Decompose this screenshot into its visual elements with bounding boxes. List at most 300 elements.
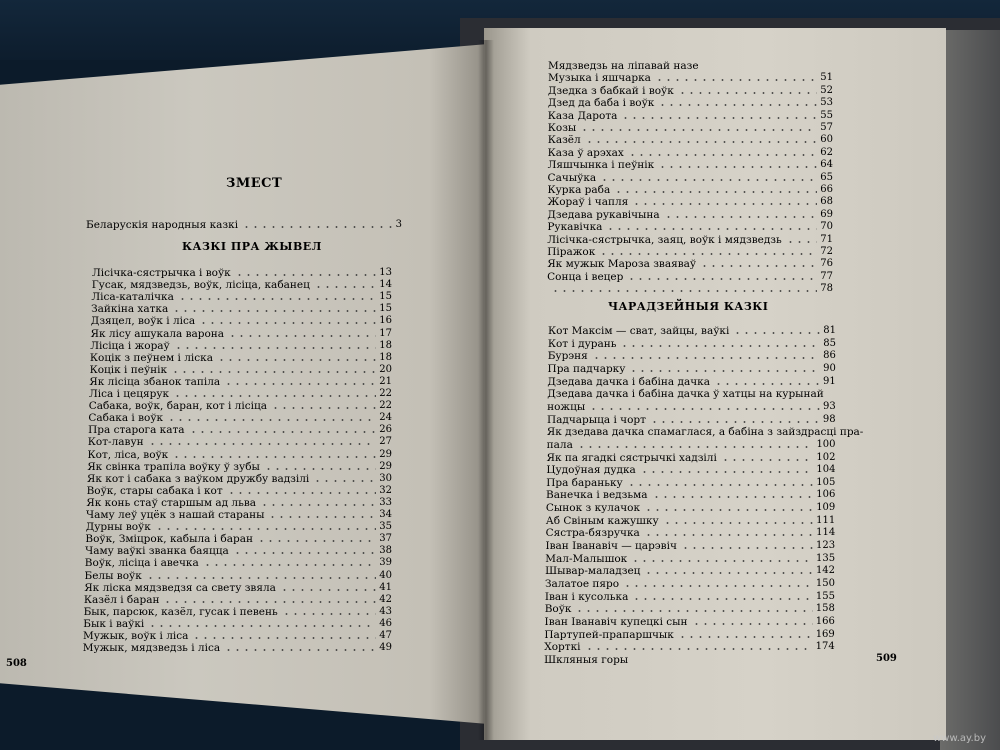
page-number-right: 509 bbox=[876, 653, 897, 664]
leader-dots bbox=[163, 601, 376, 603]
toc-entry bbox=[545, 565, 835, 577]
entry-page: 86 bbox=[823, 350, 836, 362]
entry-page: 15 bbox=[379, 291, 392, 303]
leader-dots bbox=[589, 408, 820, 410]
entry-title: Як лісіца збанок тапіла bbox=[89, 375, 221, 388]
leader-dots bbox=[650, 421, 820, 423]
entry-title: Як па ягадкі сястрычкі хадзілі bbox=[546, 451, 717, 464]
leader-dots bbox=[227, 492, 377, 494]
leader-dots bbox=[577, 446, 814, 448]
toc-entry bbox=[88, 424, 392, 436]
entry-page: 39 bbox=[379, 557, 392, 569]
toc-entry bbox=[548, 172, 833, 184]
leader-dots bbox=[280, 589, 376, 591]
entry-title: Курка раба bbox=[547, 184, 611, 196]
toc-entry bbox=[87, 485, 392, 497]
entry-title: Шывар-маладзец bbox=[545, 565, 641, 578]
entry-title: Козы bbox=[547, 122, 577, 134]
entry-title: Сынок з кулачок bbox=[545, 502, 641, 515]
toc-entry bbox=[544, 654, 835, 666]
toc-entry bbox=[545, 591, 835, 603]
entry-title: Ліса і цецярук bbox=[89, 388, 170, 400]
entry-title: Залатое пяро bbox=[545, 578, 620, 590]
entry-title: Як ліска мядзведзя са свету звяла bbox=[84, 581, 276, 594]
leader-dots bbox=[282, 613, 377, 615]
leader-dots bbox=[628, 154, 817, 156]
toc-entry bbox=[91, 303, 392, 315]
toc-entry bbox=[544, 641, 835, 653]
toc-entry bbox=[84, 594, 392, 606]
leader-dots bbox=[155, 528, 376, 530]
entry-title: Як мужык Мароза зваяваў bbox=[547, 258, 697, 271]
leader-dots bbox=[575, 610, 812, 612]
toc-entry bbox=[547, 439, 836, 451]
watermark: www.ay.by bbox=[933, 733, 986, 744]
leader-dots bbox=[721, 459, 814, 461]
entry-page: 51 bbox=[820, 72, 833, 84]
leader-dots bbox=[644, 534, 813, 536]
toc-entry bbox=[92, 279, 392, 291]
entry-title: Жораў і чапля bbox=[547, 196, 629, 209]
entry-title: Сабака, воўк, баран, кот і лісіца bbox=[88, 400, 267, 413]
entry-title: Як дзедава дачка спамаглася, а бабіна з зайздрасці пра- bbox=[546, 426, 864, 439]
entry-title: Каза ў арэхах bbox=[547, 146, 624, 159]
leader-dots bbox=[623, 585, 813, 587]
entry-title: Як кот і сабака з ваўком дружбу вадзілі bbox=[86, 472, 310, 485]
toc-entry bbox=[547, 283, 833, 295]
entry-title: Белы воўк bbox=[84, 569, 142, 582]
leader-dots bbox=[146, 577, 376, 579]
leader-dots bbox=[658, 104, 817, 106]
entry-page: 18 bbox=[379, 339, 392, 351]
leader-dots bbox=[592, 357, 820, 359]
entry-page: 30 bbox=[379, 472, 392, 484]
entry-title: Дзедка з бабкай і воўк bbox=[547, 84, 674, 97]
toc-entry bbox=[88, 436, 392, 448]
toc-entry bbox=[83, 642, 392, 654]
toc-entry bbox=[547, 196, 833, 208]
entry-title: Дзяцел, воўк і ліса bbox=[90, 315, 196, 328]
entry-page: 42 bbox=[379, 593, 392, 605]
leader-dots bbox=[178, 298, 376, 300]
toc-entry bbox=[86, 521, 392, 533]
entry-page: 38 bbox=[379, 545, 392, 557]
toc-entry bbox=[548, 85, 833, 97]
entry-page: 64 bbox=[820, 159, 833, 171]
toc-entry bbox=[548, 97, 833, 109]
entry-page: 78 bbox=[820, 283, 833, 295]
leader-dots bbox=[606, 228, 817, 230]
entry-title: Хорткі bbox=[544, 641, 581, 654]
entry-page: 20 bbox=[379, 363, 392, 375]
entry-title: Іван Іванавіч — царэвіч bbox=[545, 540, 677, 553]
entry-page: 166 bbox=[815, 615, 835, 627]
leader-dots bbox=[199, 322, 376, 324]
entry-title: Кот і дурань bbox=[547, 337, 617, 350]
entry-page: 158 bbox=[815, 603, 835, 615]
toc-entry bbox=[89, 388, 392, 400]
entry-page: 29 bbox=[379, 448, 392, 460]
toc-entry bbox=[546, 477, 835, 489]
leader-dots bbox=[632, 598, 812, 600]
leader-dots bbox=[632, 203, 817, 205]
leader-dots bbox=[663, 522, 813, 524]
contents-heading: ЗМЕСТ bbox=[226, 176, 283, 191]
leader-dots bbox=[172, 456, 376, 458]
leader-dots bbox=[658, 166, 817, 168]
entry-title: Піражок bbox=[547, 246, 596, 258]
entry-page: 100 bbox=[816, 438, 836, 450]
entry-title: Казёл і баран bbox=[83, 593, 160, 606]
entry-page: 135 bbox=[816, 552, 836, 564]
entry-page: 34 bbox=[379, 509, 392, 520]
entry-page: 33 bbox=[379, 496, 392, 508]
entry-page: 62 bbox=[820, 146, 833, 158]
entry-page: 77 bbox=[820, 270, 833, 282]
entry-page: 90 bbox=[823, 362, 836, 374]
entry-page: 72 bbox=[820, 246, 833, 257]
entry-page: 69 bbox=[820, 208, 833, 220]
entry-title: Сястра-бязручка bbox=[545, 527, 640, 540]
toc-entry bbox=[548, 350, 836, 362]
leader-dots bbox=[260, 504, 376, 506]
toc-entry bbox=[547, 271, 833, 283]
entry-page: 40 bbox=[379, 569, 392, 581]
toc-entry bbox=[544, 629, 834, 641]
leader-dots bbox=[264, 468, 376, 470]
toc-entry bbox=[83, 618, 392, 630]
leader-dots bbox=[224, 649, 376, 651]
leader-dots bbox=[733, 332, 820, 334]
leader-dots bbox=[644, 572, 813, 574]
entry-page: 155 bbox=[815, 590, 835, 602]
entry-title: Ліса-каталічка bbox=[91, 291, 174, 304]
entry-title: Коцік з пеўнем і ліска bbox=[89, 351, 213, 364]
toc-entry bbox=[90, 340, 392, 352]
entry-page: 106 bbox=[816, 489, 836, 501]
leader-dots bbox=[171, 371, 376, 373]
leader-dots bbox=[257, 540, 376, 542]
entry-title: Лісіца і жораў bbox=[90, 339, 170, 352]
entry-page: 93 bbox=[822, 400, 836, 412]
leader-dots bbox=[242, 226, 393, 228]
toc-entry bbox=[547, 401, 836, 413]
leader-dots bbox=[627, 278, 817, 280]
entry-title: Партупей-прапаршчык bbox=[544, 628, 674, 641]
toc-entry bbox=[548, 184, 834, 196]
leader-dots bbox=[551, 290, 817, 292]
toc-entry bbox=[547, 452, 836, 464]
entry-title: Лісічка-сястрычка і воўк bbox=[92, 267, 231, 279]
leader-dots bbox=[271, 407, 376, 409]
entry-page: 111 bbox=[816, 514, 836, 526]
entry-title: Беларускія народныя казкі bbox=[86, 219, 239, 231]
entry-title: Бык, парсюк, казёл, гусак і певень bbox=[83, 605, 278, 618]
entry-title: Мал-Малышок bbox=[545, 552, 628, 565]
entry-title: Пра бараньку bbox=[546, 476, 623, 489]
entry-title: Чаму ваўкі званка баяцца bbox=[85, 545, 229, 558]
entry-page: 15 bbox=[379, 303, 392, 315]
entry-page: 13 bbox=[379, 267, 392, 278]
leader-dots bbox=[664, 216, 818, 218]
entry-page: 16 bbox=[379, 315, 392, 327]
entry-page: 22 bbox=[379, 388, 392, 399]
toc-entry bbox=[545, 540, 835, 552]
entry-title: Дзедава дачка і бабіна дачка ў хатцы на курынай bbox=[547, 388, 824, 401]
entry-page: 46 bbox=[379, 617, 392, 629]
entry-title: Воўк, Зміцрок, кабыла і баран bbox=[85, 533, 253, 546]
entry-page: 22 bbox=[379, 400, 392, 412]
entry-title: ножцы bbox=[547, 400, 586, 413]
leader-dots bbox=[629, 370, 820, 372]
toc-entry bbox=[91, 315, 392, 327]
entry-page: 43 bbox=[379, 605, 392, 617]
entry-title: Зайкіна хатка bbox=[91, 303, 169, 316]
toc-entry bbox=[546, 489, 835, 501]
section-title-magic: ЧАРАДЗЕЙНЫЯ КАЗКІ bbox=[608, 300, 769, 313]
toc-entry bbox=[548, 159, 833, 171]
entry-page: 81 bbox=[823, 325, 836, 336]
entry-title: Казёл bbox=[547, 134, 581, 147]
entry-page: 37 bbox=[379, 533, 392, 545]
leader-dots bbox=[174, 347, 377, 349]
toc-entry bbox=[548, 338, 836, 350]
toc-entry bbox=[548, 72, 833, 84]
leader-dots bbox=[655, 79, 817, 81]
entry-page: 57 bbox=[820, 122, 833, 133]
leader-dots bbox=[627, 484, 814, 486]
toc-entry bbox=[89, 376, 392, 388]
leader-dots bbox=[700, 265, 817, 267]
toc-entry bbox=[547, 221, 833, 233]
leader-dots bbox=[148, 625, 376, 627]
entry-title: Ляшчынка і пеўнік bbox=[547, 159, 655, 172]
entry-page: 55 bbox=[820, 109, 833, 121]
leader-dots bbox=[631, 560, 813, 562]
leader-dots bbox=[599, 253, 817, 255]
entry-page: 102 bbox=[816, 451, 836, 463]
entry-page: 27 bbox=[379, 436, 392, 448]
leader-dots bbox=[203, 564, 377, 566]
toc-entry bbox=[548, 147, 833, 159]
toc-entry bbox=[545, 616, 835, 628]
leader-dots bbox=[614, 191, 817, 193]
toc-entry bbox=[545, 553, 835, 565]
leader-dots bbox=[678, 92, 817, 94]
leader-dots bbox=[224, 383, 376, 385]
leader-dots bbox=[692, 623, 813, 625]
toc-entry bbox=[546, 426, 864, 439]
entry-title: Мужык, мядзведзь і ліса bbox=[82, 642, 221, 655]
entry-page: 71 bbox=[820, 233, 833, 245]
leader-dots bbox=[621, 117, 817, 119]
entry-page: 114 bbox=[816, 527, 836, 539]
entry-page: 105 bbox=[816, 476, 836, 488]
entry-title: Бык і ваўкі bbox=[83, 617, 145, 630]
entry-page: 32 bbox=[379, 484, 392, 496]
leader-dots bbox=[189, 431, 377, 433]
entry-title: Аб Свіным кажушку bbox=[545, 514, 659, 527]
leader-dots bbox=[640, 471, 814, 473]
entry-page: 21 bbox=[379, 375, 392, 387]
entry-page: 70 bbox=[820, 221, 833, 233]
entry-title: Іван і кусолька bbox=[544, 590, 629, 603]
entry-page: 47 bbox=[379, 630, 392, 641]
leader-dots bbox=[313, 480, 376, 482]
toc-entry bbox=[85, 545, 392, 557]
entry-title: Воўк, лісіца і авечка bbox=[84, 557, 199, 570]
entry-title: Ванечка і ведзьма bbox=[546, 489, 648, 502]
toc-entry bbox=[548, 134, 833, 146]
toc-entry bbox=[545, 578, 835, 590]
entry-page: 91 bbox=[823, 375, 836, 387]
toc-entry bbox=[546, 502, 835, 514]
leader-dots bbox=[585, 141, 818, 143]
leader-dots bbox=[268, 516, 376, 518]
entry-title: Музыка і яшчарка bbox=[547, 72, 651, 85]
entry-title: Каза Дарота bbox=[547, 109, 618, 122]
entry-page: 35 bbox=[379, 521, 392, 533]
toc-entry bbox=[547, 246, 833, 258]
entry-page: 65 bbox=[820, 171, 833, 183]
leader-dots bbox=[314, 286, 376, 288]
toc-entry bbox=[86, 497, 392, 509]
toc-entry bbox=[545, 603, 835, 615]
toc-entry bbox=[548, 110, 833, 122]
toc-entry bbox=[548, 363, 836, 375]
leader-dots bbox=[580, 129, 817, 131]
entry-title: Сонца і вецер bbox=[547, 270, 624, 283]
toc-entry bbox=[88, 412, 392, 424]
leader-dots bbox=[714, 383, 820, 385]
toc-entry bbox=[91, 291, 392, 303]
entry-title: Кот Максім — сват, зайцы, ваўкі bbox=[548, 325, 730, 337]
leader-dots bbox=[620, 345, 820, 347]
entry-title: Рукавічка bbox=[547, 221, 603, 234]
entry-page: 169 bbox=[815, 628, 835, 640]
entry-page: 68 bbox=[820, 196, 833, 208]
leader-dots bbox=[233, 552, 376, 554]
entry-title: Дурны воўк bbox=[85, 521, 151, 534]
toc-entry bbox=[83, 630, 392, 642]
toc-entry bbox=[547, 258, 833, 270]
toc-entry bbox=[547, 376, 835, 388]
toc-entry bbox=[548, 60, 833, 72]
toc-entry bbox=[546, 464, 835, 476]
section-title-animals: КАЗКІ ПРА ЖЫВЕЛ bbox=[182, 240, 322, 253]
toc-entry bbox=[84, 582, 392, 594]
entry-title: Воўк bbox=[544, 603, 572, 616]
entry-page: 85 bbox=[823, 337, 836, 349]
toc-entry bbox=[90, 364, 392, 376]
entry-page: 150 bbox=[815, 578, 835, 589]
toc-entry bbox=[87, 461, 392, 473]
entry-page: 24 bbox=[379, 412, 392, 424]
entry-title: Дзед да баба і воўк bbox=[547, 97, 655, 110]
leader-dots bbox=[217, 359, 376, 361]
entry-page: 29 bbox=[379, 460, 392, 472]
leader-dots bbox=[228, 335, 376, 337]
toc-entry bbox=[92, 267, 392, 279]
entry-page: 142 bbox=[815, 565, 836, 577]
page-number-left: 508 bbox=[6, 658, 27, 669]
entry-title: Мядзведзь на ліпавай назе bbox=[548, 60, 699, 72]
entry-page: 98 bbox=[822, 413, 836, 425]
entry-title: Воўк, стары сабака і кот bbox=[86, 484, 223, 497]
entry-page: 53 bbox=[820, 97, 833, 109]
entry-page: 41 bbox=[379, 581, 392, 593]
leader-dots bbox=[652, 496, 814, 498]
leader-dots bbox=[148, 443, 377, 445]
entry-title: Лісічка-сястрычка, заяц, воўк і мядзведзь bbox=[547, 233, 782, 246]
entry-page: 26 bbox=[379, 424, 392, 436]
entry-title: Кот, ліса, воўк bbox=[87, 448, 169, 461]
entry-title: Як лісу ашукала варона bbox=[90, 327, 225, 340]
intro-entry bbox=[86, 219, 402, 231]
leader-dots bbox=[786, 241, 818, 243]
entry-title: Шкляныя горы bbox=[544, 653, 629, 666]
entry-page: 60 bbox=[820, 134, 833, 146]
entry-title: Як конь стаў старшым ад льва bbox=[86, 496, 256, 509]
entry-title: Сачыўка bbox=[547, 171, 597, 184]
entry-page: 49 bbox=[379, 642, 392, 654]
book-cover-edge bbox=[940, 30, 1000, 750]
leader-dots bbox=[235, 274, 377, 276]
entry-page: 66 bbox=[820, 184, 833, 195]
leader-dots bbox=[192, 637, 376, 639]
entry-title: Кот-лавун bbox=[87, 436, 144, 449]
entry-title: Сабака і воўк bbox=[88, 412, 164, 425]
toc-entry bbox=[85, 533, 392, 545]
entry-title: Пра старога ката bbox=[88, 424, 185, 437]
toc-entry bbox=[85, 570, 393, 582]
entry-page: 17 bbox=[379, 327, 392, 339]
entry-title: Коцік і пеўнік bbox=[89, 363, 168, 376]
entry-title: Дзедава дачка і бабіна дачка bbox=[547, 375, 710, 388]
toc-entry bbox=[547, 414, 836, 426]
toc-entry bbox=[91, 328, 393, 340]
toc-entry bbox=[87, 473, 392, 485]
entry-page: 109 bbox=[816, 502, 836, 514]
entry-title: Чаму леў уцёк з нашай стараны bbox=[86, 509, 265, 521]
entry-page: 14 bbox=[379, 279, 392, 291]
entry-title: Цудоўная дудка bbox=[546, 464, 636, 477]
leader-dots bbox=[681, 547, 813, 549]
entry-title: Гусак, мядзведзь, воўк, лісіца, кабанец bbox=[91, 279, 310, 292]
entry-page: 52 bbox=[820, 84, 833, 96]
leader-dots bbox=[172, 310, 376, 312]
toc-entry bbox=[548, 325, 836, 337]
leader-dots bbox=[644, 509, 813, 511]
entry-title: Пра падчарку bbox=[547, 362, 626, 375]
toc-entry bbox=[548, 122, 833, 134]
toc-entry bbox=[85, 557, 392, 569]
entry-title: Іван Іванавіч купецкі сын bbox=[544, 615, 688, 628]
entry-title: Падчарыца і чорт bbox=[546, 413, 646, 426]
toc-entry bbox=[547, 388, 836, 400]
entry-title: Мужык, воўк і ліса bbox=[83, 630, 189, 642]
leader-dots bbox=[678, 636, 813, 638]
toc-entry bbox=[90, 352, 392, 364]
leader-dots bbox=[173, 395, 376, 397]
toc-entry bbox=[86, 509, 392, 521]
toc-entry bbox=[546, 515, 836, 527]
leader-dots bbox=[600, 179, 817, 181]
entry-title: Як свінка трапіла воўку ў зубы bbox=[87, 460, 260, 473]
toc-entry bbox=[84, 606, 392, 618]
entry-page: 3 bbox=[395, 219, 402, 230]
toc-entry bbox=[89, 400, 392, 412]
